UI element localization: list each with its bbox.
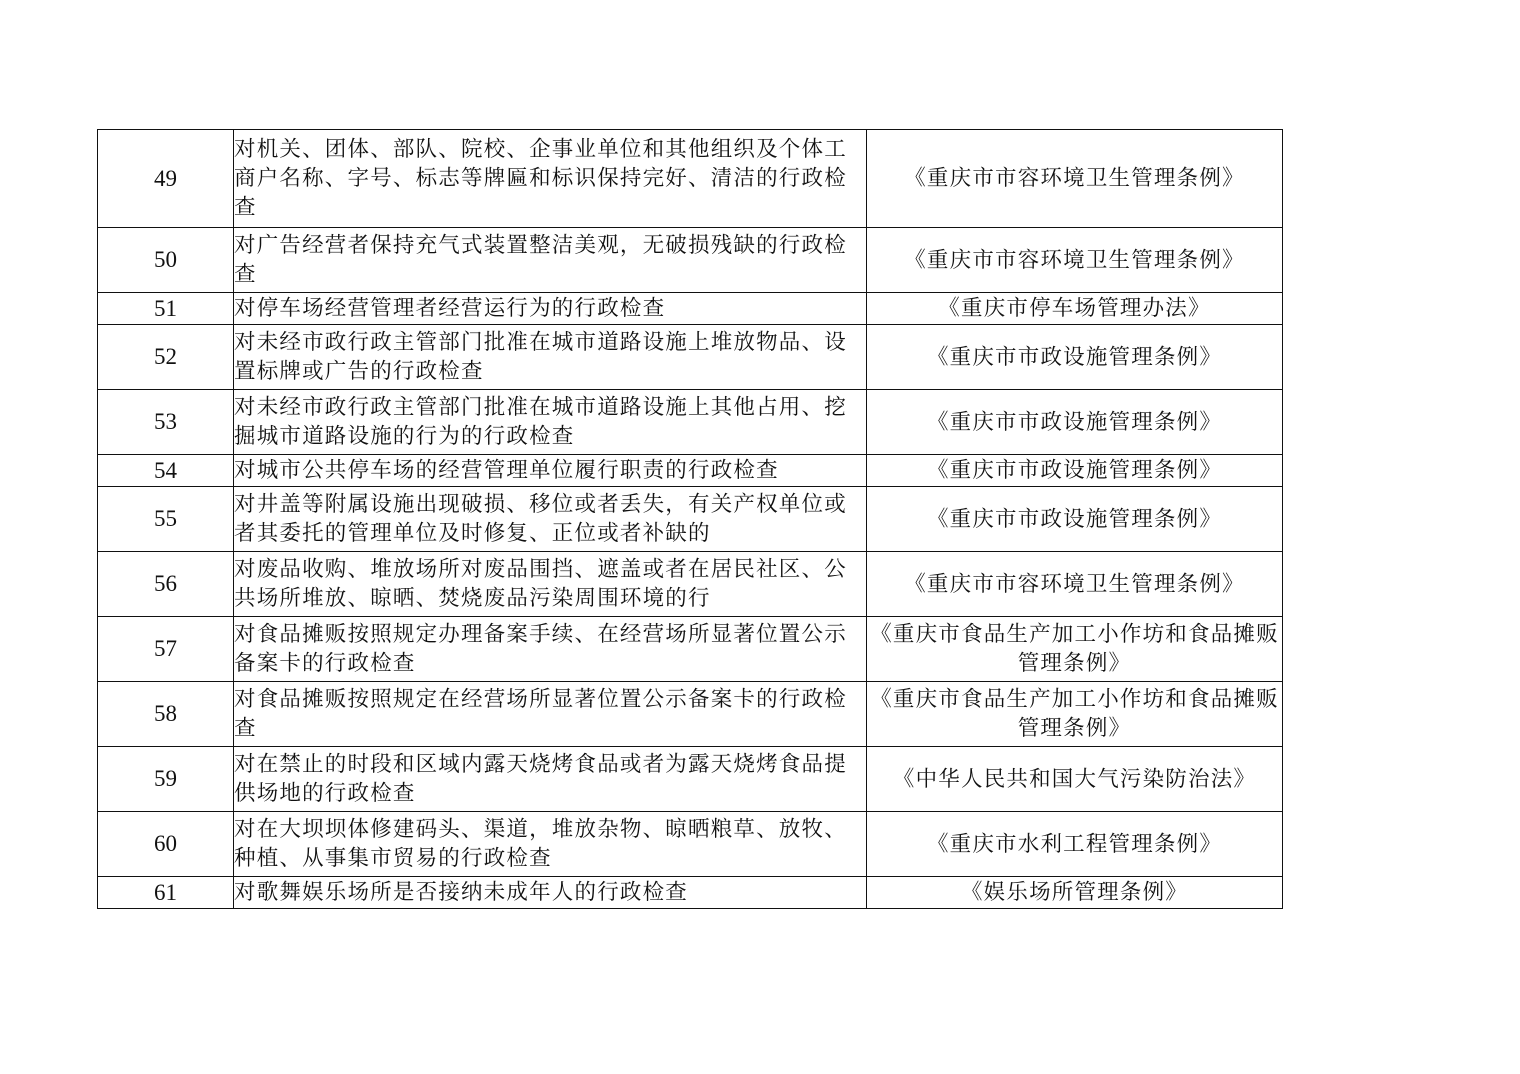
row-number: 55 [98, 487, 234, 552]
inspection-item: 对食品摊贩按照规定办理备案手续、在经营场所显著位置公示备案卡的行政检查 [234, 622, 847, 676]
inspection-item: 对井盖等附属设施出现破损、移位或者丢失，有关产权单位或者其委托的管理单位及时修复、正位或者补缺的 [234, 492, 847, 546]
row-number: 54 [98, 455, 234, 487]
row-number: 53 [98, 390, 234, 455]
row-number: 49 [98, 130, 234, 228]
table-row [98, 747, 1283, 812]
legal-basis: 《重庆市食品生产加工小作坊和食品摊贩管理条例》 [867, 617, 1283, 682]
table-row [98, 228, 1283, 293]
table-row [98, 877, 1283, 909]
legal-basis: 《重庆市食品生产加工小作坊和食品摊贩管理条例》 [867, 682, 1283, 747]
row-number: 60 [98, 812, 234, 877]
inspection-item: 对歌舞娱乐场所是否接纳未成年人的行政检查 [234, 880, 689, 905]
table-row [98, 552, 1283, 617]
inspection-item: 对在大坝坝体修建码头、渠道，堆放杂物、晾晒粮草、放牧、种植、从事集市贸易的行政检查 [234, 817, 847, 871]
legal-basis: 《重庆市市政设施管理条例》 [867, 455, 1283, 487]
inspection-item: 对未经市政行政主管部门批准在城市道路设施上其他占用、挖掘城市道路设施的行为的行政检查 [234, 395, 847, 449]
legal-basis: 《重庆市市容环境卫生管理条例》 [867, 130, 1283, 228]
inspection-item: 对机关、团体、部队、院校、企事业单位和其他组织及个体工商户名称、字号、标志等牌匾和标识保持完好、清洁的行政检查 [234, 137, 847, 220]
row-number: 52 [98, 325, 234, 390]
legal-basis: 《重庆市水利工程管理条例》 [867, 812, 1283, 877]
inspection-item: 对在禁止的时段和区域内露天烧烤食品或者为露天烧烤食品提供场地的行政检查 [234, 752, 847, 806]
legal-basis: 《重庆市市政设施管理条例》 [867, 487, 1283, 552]
row-number: 50 [98, 228, 234, 293]
table-row [98, 487, 1283, 552]
table-body [98, 130, 1283, 909]
row-number: 51 [98, 293, 234, 325]
legal-basis: 《娱乐场所管理条例》 [867, 877, 1283, 909]
inspection-item: 对停车场经营管理者经营运行为的行政检查 [234, 296, 666, 321]
legal-basis: 《重庆市市容环境卫生管理条例》 [867, 228, 1283, 293]
table-row [98, 293, 1283, 325]
legal-basis: 《重庆市市政设施管理条例》 [867, 325, 1283, 390]
row-number: 57 [98, 617, 234, 682]
legal-basis: 《重庆市市容环境卫生管理条例》 [867, 552, 1283, 617]
inspection-item: 对废品收购、堆放场所对废品围挡、遮盖或者在居民社区、公共场所堆放、晾晒、焚烧废品污染周围环境的行 [234, 557, 847, 611]
table-row [98, 390, 1283, 455]
table-row [98, 682, 1283, 747]
inspection-items-table [97, 129, 1283, 909]
row-number: 58 [98, 682, 234, 747]
table-row [98, 325, 1283, 390]
table-row [98, 130, 1283, 228]
row-number: 59 [98, 747, 234, 812]
table-row [98, 455, 1283, 487]
inspection-item: 对城市公共停车场的经营管理单位履行职责的行政检查 [234, 458, 779, 483]
legal-basis: 《中华人民共和国大气污染防治法》 [867, 747, 1283, 812]
legal-basis: 《重庆市市政设施管理条例》 [867, 390, 1283, 455]
table-row [98, 812, 1283, 877]
inspection-item: 对广告经营者保持充气式装置整洁美观，无破损残缺的行政检查 [234, 233, 847, 287]
table-row [98, 617, 1283, 682]
row-number: 56 [98, 552, 234, 617]
inspection-item: 对食品摊贩按照规定在经营场所显著位置公示备案卡的行政检查 [234, 687, 847, 741]
legal-basis: 《重庆市停车场管理办法》 [867, 293, 1283, 325]
inspection-item: 对未经市政行政主管部门批准在城市道路设施上堆放物品、设置标牌或广告的行政检查 [234, 330, 847, 384]
row-number: 61 [98, 877, 234, 909]
